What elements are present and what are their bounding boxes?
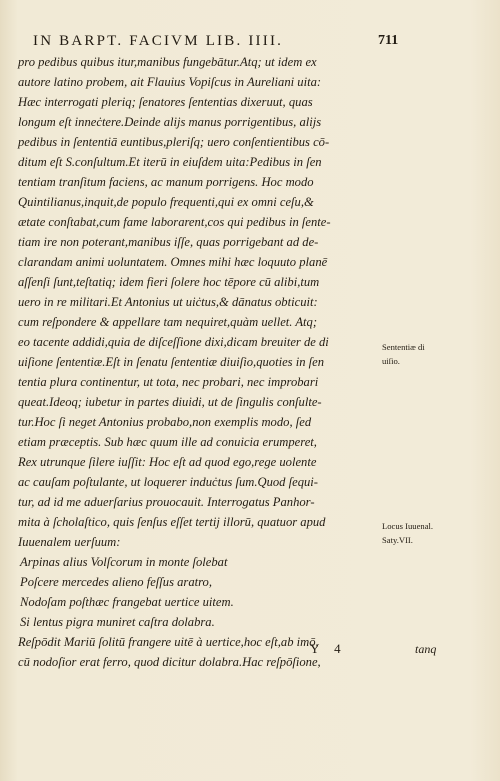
- text-line: autore latino probem, ait Flauius Vopiſcus in Aureliani uita:: [18, 75, 322, 89]
- text-line: eo tacente addidi,quia de diſceſſione dixi,dicam breuiter de di: [18, 335, 329, 349]
- text-line: mita à ſcholaſtico, quis ſenſus eſſet tertij illorū, quatuor apud: [18, 515, 326, 529]
- page-header: [33, 33, 483, 49]
- text-line: tur.Hoc ſi neget Antonius probabo,non exemplis modo, ſed: [18, 415, 312, 429]
- text-line: Iuuenalem uerſuum:: [18, 535, 121, 549]
- text-line: longum eſt inneċtere.Deinde alijs manus porrigentibus, alijs: [18, 115, 322, 129]
- margin-note-saty: Saty.VII.: [382, 535, 413, 545]
- margin-note-sententiae: Sententiæ di: [382, 342, 425, 352]
- margin-note-sententiae-cont: uiſio.: [382, 356, 400, 366]
- text-line: ac cauſam poſtulante, ut loquerer induċtus ſum.Quod ſequi-: [18, 475, 318, 489]
- catchword: tanq: [415, 642, 437, 656]
- text-line: Reſpōdit Mariū ſolitū frangere uitē à uertice,hoc eſt,ab imō,: [18, 635, 319, 649]
- running-head: IN BARPT. FACIVM LIB. IIII.: [33, 33, 284, 49]
- text-line: tentiam tranſitum faciens, ac manum porrigens. Hoc modo: [18, 175, 314, 189]
- text-line: Rex utrunque ſilere iuſſit: Hoc eſt ad quod ego,rege uolente: [18, 455, 317, 469]
- text-line: tur, ad id me aduerſarius prouocauit. Interrogatus Panhor-: [18, 495, 315, 509]
- text-line: tiam ire non poterant,manibus iſſe, quas porrigebant ad de-: [18, 235, 319, 249]
- text-line: etiam præceptis. Sub hæc quum ille ad conuicia erumperet,: [18, 435, 317, 449]
- margin-note-iuuenal: Locus Iuuenal.: [382, 521, 434, 531]
- page-number: 711: [378, 33, 399, 48]
- text-line: pro pedibus quibus itur,manibus fungebātur.Atq; ut idem ex: [18, 55, 317, 69]
- text-line: uero in re militari.Et Antonius ut uiċtus,& dānatus obticuit:: [18, 295, 318, 309]
- verse-line: Nodoſam poſthæc frangebat uertice uitem.: [20, 595, 234, 609]
- text-line: pedibus in ſententiā euntibus,pleriſq; uero conſentientibus cō-: [18, 135, 330, 149]
- text-line: aſſenſi ſunt,teſtatiq; idem fieri ſolere hoc tēpore cū alibi,tum: [18, 275, 320, 289]
- signature-mark: Y 4: [310, 641, 347, 656]
- text-line: cū nodoſior erat ferro, quod dicitur dolabra.Hac reſpōſione,: [18, 655, 321, 669]
- text-line: clarandam animi uoluntatem. Omnes mihi hæc loquuto planē: [18, 255, 328, 269]
- text-line: cum reſpondere & appellare tam nequiret,quàm uellet. Atq;: [18, 315, 318, 329]
- text-line: queat.Ideoq; iubetur in partes diuidi, ut de ſingulis conſulte-: [18, 395, 322, 409]
- text-line: uiſione ſententiæ.Eſt in ſenatu ſententiæ diuiſio,quoties in ſen: [18, 355, 325, 369]
- text-line: ditum eſt S.conſultum.Et iterū in eiuſdem uita:Pedibus in ſen: [18, 155, 322, 169]
- text-line: ætate conſtabat,cum fame laborarent,cos qui pedibus in ſente-: [18, 215, 331, 229]
- text-line: Quintilianus,inquit,de populo frequenti,qui ex omni ceſu,&: [18, 195, 314, 209]
- text-line: tentia plura continentur, ut tota, nec probari, nec improbari: [18, 375, 319, 389]
- verse-line: Si lentus pigra muniret caſtra dolabra.: [20, 615, 215, 629]
- verse-line: Arpinas alius Volſcorum in monte ſolebat: [20, 555, 228, 569]
- text-line: Hæc interrogati pleriq; ſenatores ſententias dixeruut, quas: [18, 95, 313, 109]
- verse-line: Poſcere mercedes alieno feſſus aratro,: [20, 575, 213, 589]
